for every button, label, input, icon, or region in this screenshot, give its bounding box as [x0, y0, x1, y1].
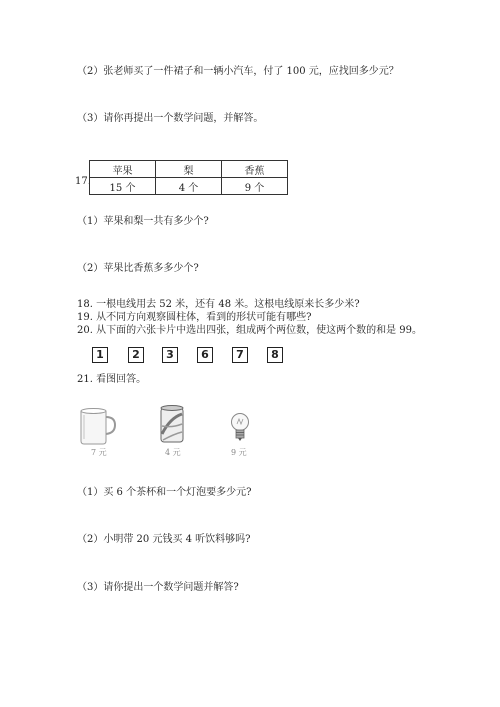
- number-card: 7: [232, 347, 248, 363]
- number-card: 2: [128, 347, 144, 363]
- number-card: 3: [162, 347, 178, 363]
- light-bulb-icon: [229, 412, 251, 444]
- mug-icon: [78, 405, 118, 445]
- q16-part3: （3）请你再提出一个数学问题，并解答。: [77, 113, 264, 124]
- table-header-cell: 苹果: [90, 161, 156, 178]
- number-card: 8: [267, 347, 283, 363]
- q17-part1: （1）苹果和梨一共有多少个?: [77, 216, 209, 227]
- q17-number: 17.: [75, 176, 91, 187]
- table-header-cell: 梨: [156, 161, 222, 178]
- q20-text: 20. 从下面的六张卡片中选出四张，组成两个两位数，使这两个数的和是 99。: [77, 325, 422, 336]
- table-header-row: [90, 161, 288, 178]
- mug-price: 7 元: [91, 448, 107, 457]
- q21-part1: （1）买 6 个茶杯和一个灯泡要多少元?: [77, 487, 252, 498]
- q18-text: 18. 一根电线用去 52 米，还有 48 米。这根电线原来长多少米?: [77, 299, 360, 310]
- fruit-table: [89, 160, 288, 195]
- can-price: 4 元: [165, 448, 181, 457]
- table-cell: 15 个: [90, 178, 156, 195]
- q19-text: 19. 从不同方向观察圆柱体，看到的形状可能有哪些?: [77, 312, 312, 323]
- bulb-price: 9 元: [231, 448, 247, 457]
- q16-part2: （2）张老师买了一件裙子和一辆小汽车，付了 100 元，应找回多少元？: [77, 66, 399, 77]
- table-header-cell: 香蕉: [222, 161, 288, 178]
- drink-can-icon: [158, 404, 186, 446]
- number-card: 6: [197, 347, 213, 363]
- q17-part2: （2）苹果比香蕉多多少个?: [77, 263, 199, 274]
- q21-text: 21. 看图回答。: [77, 374, 147, 385]
- table-row: [90, 178, 288, 195]
- number-card: 1: [92, 347, 108, 363]
- q21-part2: （2）小明带 20 元钱买 4 听饮料够吗?: [77, 534, 251, 545]
- table-cell: 4 个: [156, 178, 222, 195]
- q21-part3: （3）请你提出一个数学问题并解答?: [77, 582, 239, 593]
- table-cell: 9 个: [222, 178, 288, 195]
